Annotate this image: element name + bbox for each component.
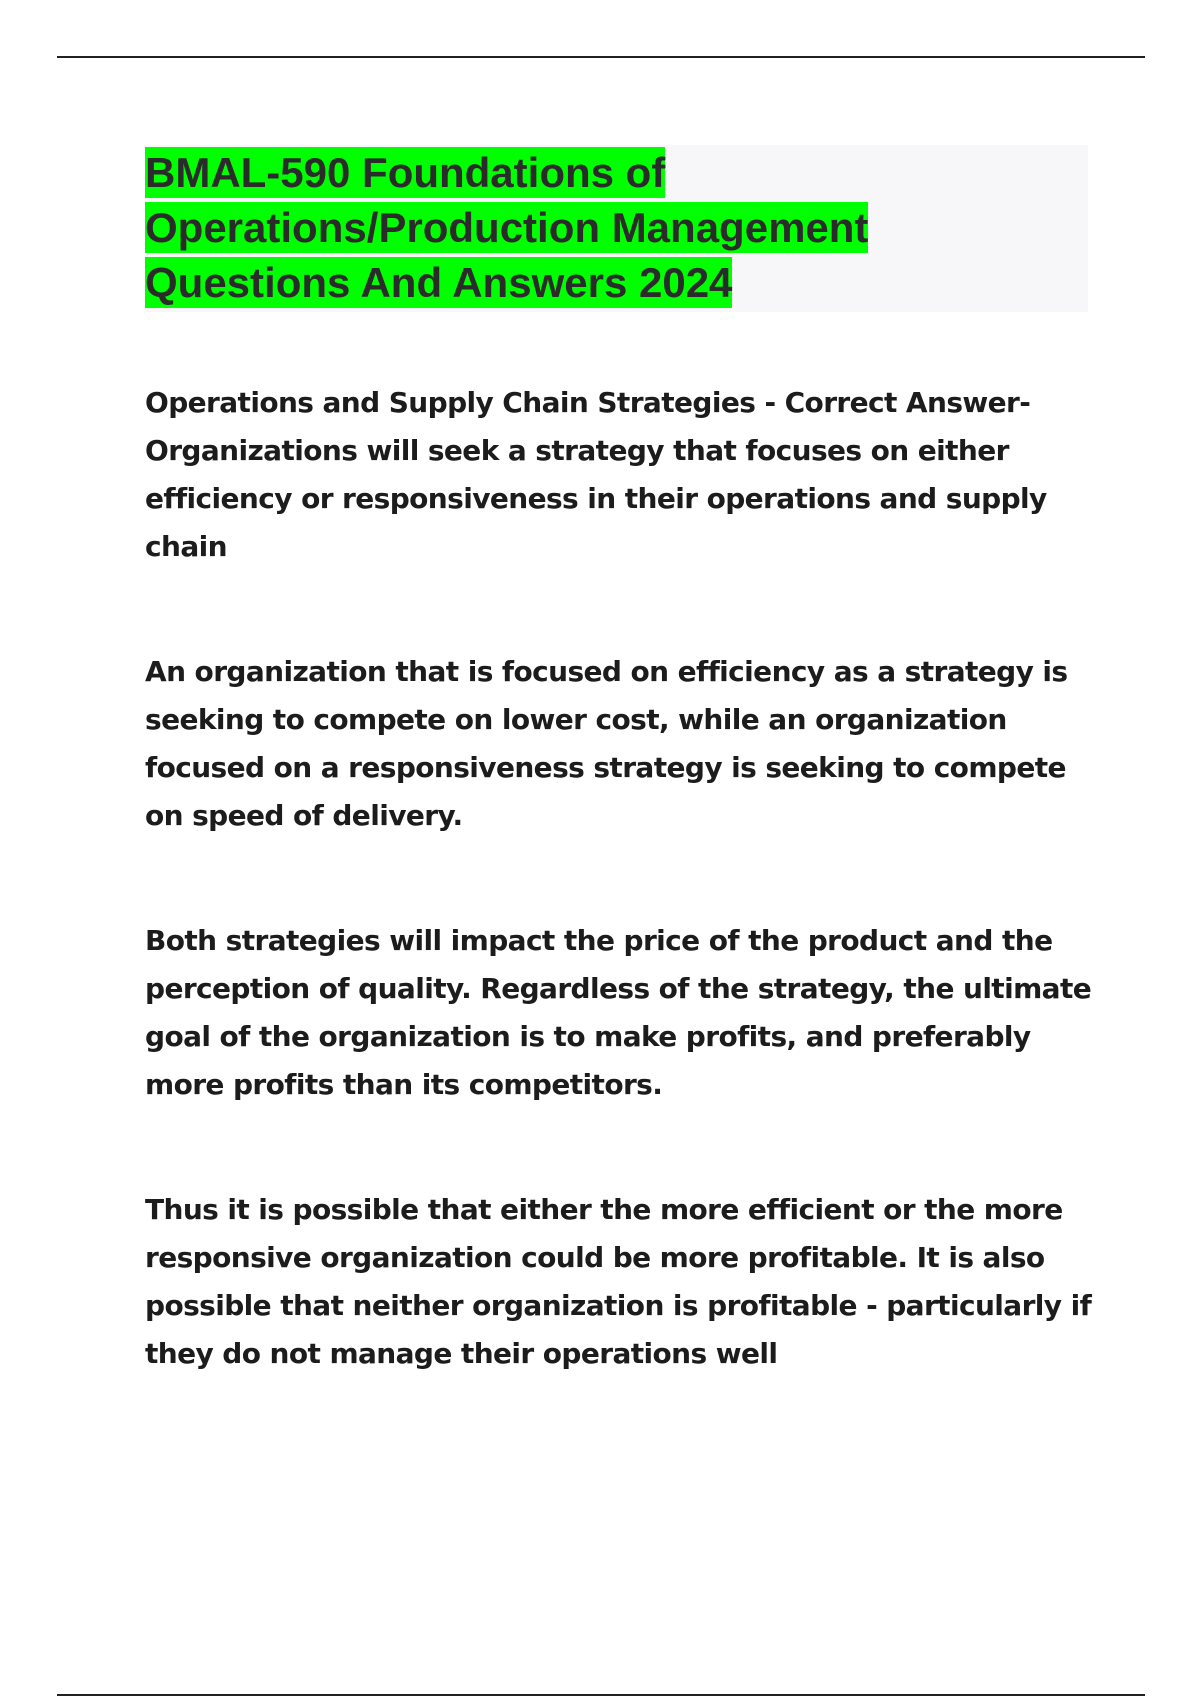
paragraph-1: Operations and Supply Chain Strategies - Correct Answer-Organizations will seek a strategy that focuses on either efficiency or responsiveness in their operations and supply chain (145, 386, 1047, 563)
paragraph-2: An organization that is focused on efficiency as a strategy is seeking to compete on lower cost, while an organization focused on a responsiveness strategy is seeking to compete on speed of delivery. (145, 655, 1068, 832)
paragraph-4: Thus it is possible that either the more efficient or the more responsive organization could be more profitable. It is also possible that neither organization is profitable - particularly if they do not manage their operations well (145, 1193, 1092, 1370)
title-highlight: BMAL-590 Foundations of Operations/Production Management Questions And Answers 2024 (145, 149, 869, 306)
header-rule (57, 56, 1145, 58)
paragraph-3: Both strategies will impact the price of the product and the perception of quality. Regardless of the strategy, the ultimate goal of the organization is to make profits, and preferably more profits than its competitors. (145, 924, 1092, 1101)
title-block (145, 145, 1088, 312)
document-body (145, 379, 1095, 1455)
footer-rule (57, 1694, 1145, 1696)
document-title (145, 145, 988, 310)
